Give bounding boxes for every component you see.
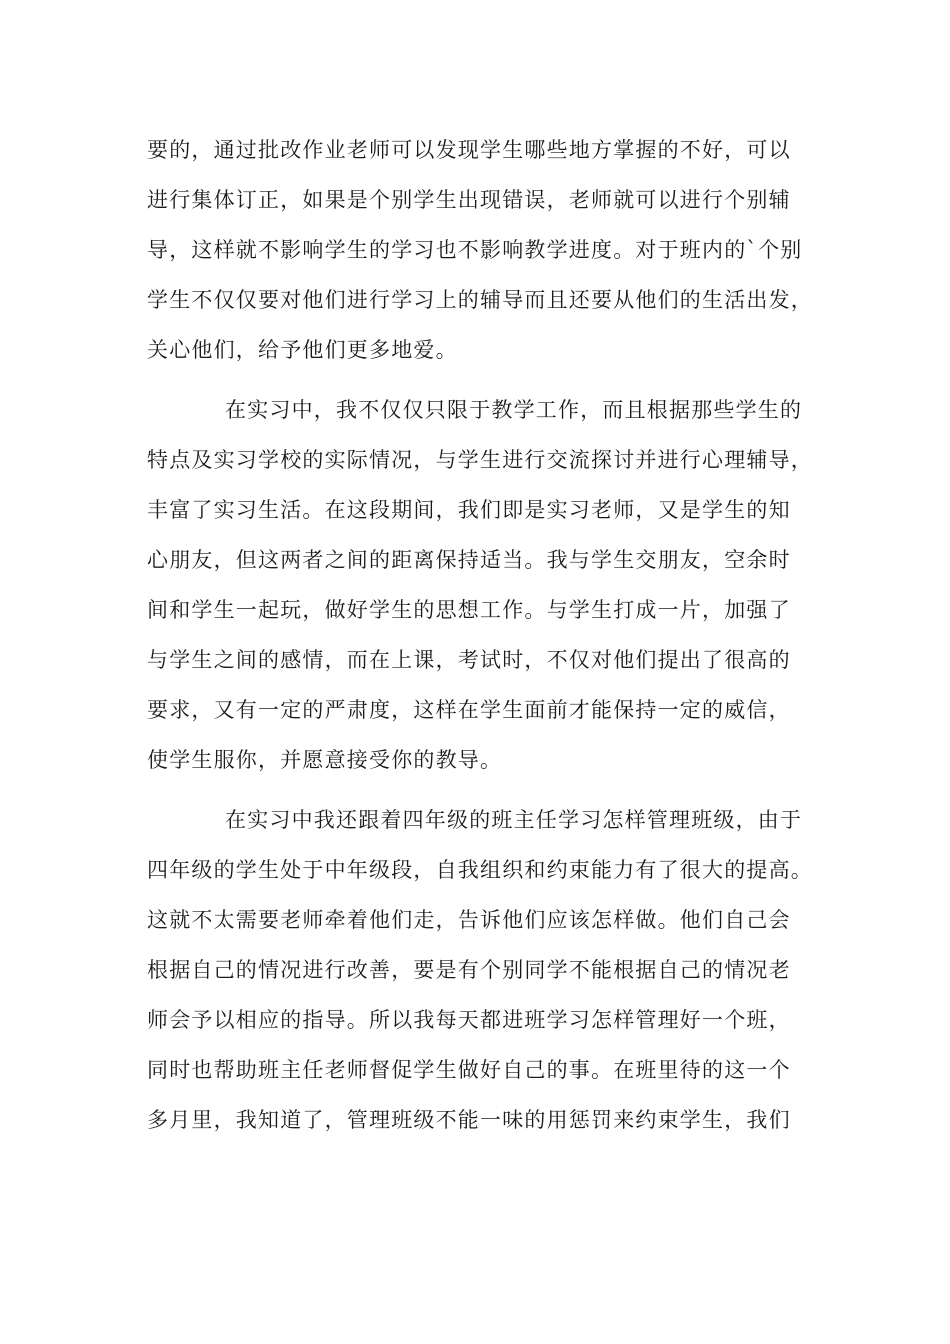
paragraph-2-line-1: 在实习中，我不仅仅只限于教学工作，而且根据那些学生的 [225,398,803,422]
paragraph-1-line-5: 关心他们，给予他们更多地爱。 [147,338,458,362]
paragraph-2-line-7: 要求，又有一定的严肃度，这样在学生面前才能保持一定的威信， [147,698,791,722]
paragraph-2-line-3: 丰富了实习生活。在这段期间，我们即是实习老师，又是学生的知 [147,498,791,522]
paragraph-3-line-3: 这就不太需要老师牵着他们走，告诉他们应该怎样做。他们自己会 [147,908,791,932]
paragraph-1-line-2: 进行集体订正，如果是个别学生出现错误，老师就可以进行个别辅 [147,188,791,212]
paragraph-2-line-8: 使学生服你，并愿意接受你的教导。 [147,748,503,772]
paragraph-3-line-2: 四年级的学生处于中年级段，自我组织和约束能力有了很大的提高。 [147,858,813,882]
paragraph-1-line-3: 导，这样就不影响学生的学习也不影响教学进度。对于班内的`个别 [147,238,803,262]
paragraph-2-line-4: 心朋友，但这两者之间的距离保持适当。我与学生交朋友，空余时 [147,548,791,572]
paragraph-2-line-2: 特点及实习学校的实际情况，与学生进行交流探讨并进行心理辅导， [147,448,813,472]
paragraph-3-line-5: 师会予以相应的指导。所以我每天都进班学习怎样管理好一个班， [147,1008,791,1032]
paragraph-1-line-1: 要的，通过批改作业老师可以发现学生哪些地方掌握的不好，可以 [147,138,791,162]
paragraph-1-line-4: 学生不仅仅要对他们进行学习上的辅导而且还要从他们的生活出发， [147,288,813,312]
paragraph-3-line-1: 在实习中我还跟着四年级的班主任学习怎样管理班级，由于 [225,808,803,832]
paragraph-2-line-5: 间和学生一起玩，做好学生的思想工作。与学生打成一片，加强了 [147,598,791,622]
paragraph-3-line-4: 根据自己的情况进行改善，要是有个别同学不能根据自己的情况老 [147,958,791,982]
paragraph-3-line-6: 同时也帮助班主任老师督促学生做好自己的事。在班里待的这一个 [147,1058,791,1082]
paragraph-2-line-6: 与学生之间的感情，而在上课，考试时，不仅对他们提出了很高的 [147,648,791,672]
paragraph-3-line-7: 多月里，我知道了，管理班级不能一味的用惩罚来约束学生，我们 [147,1108,791,1132]
